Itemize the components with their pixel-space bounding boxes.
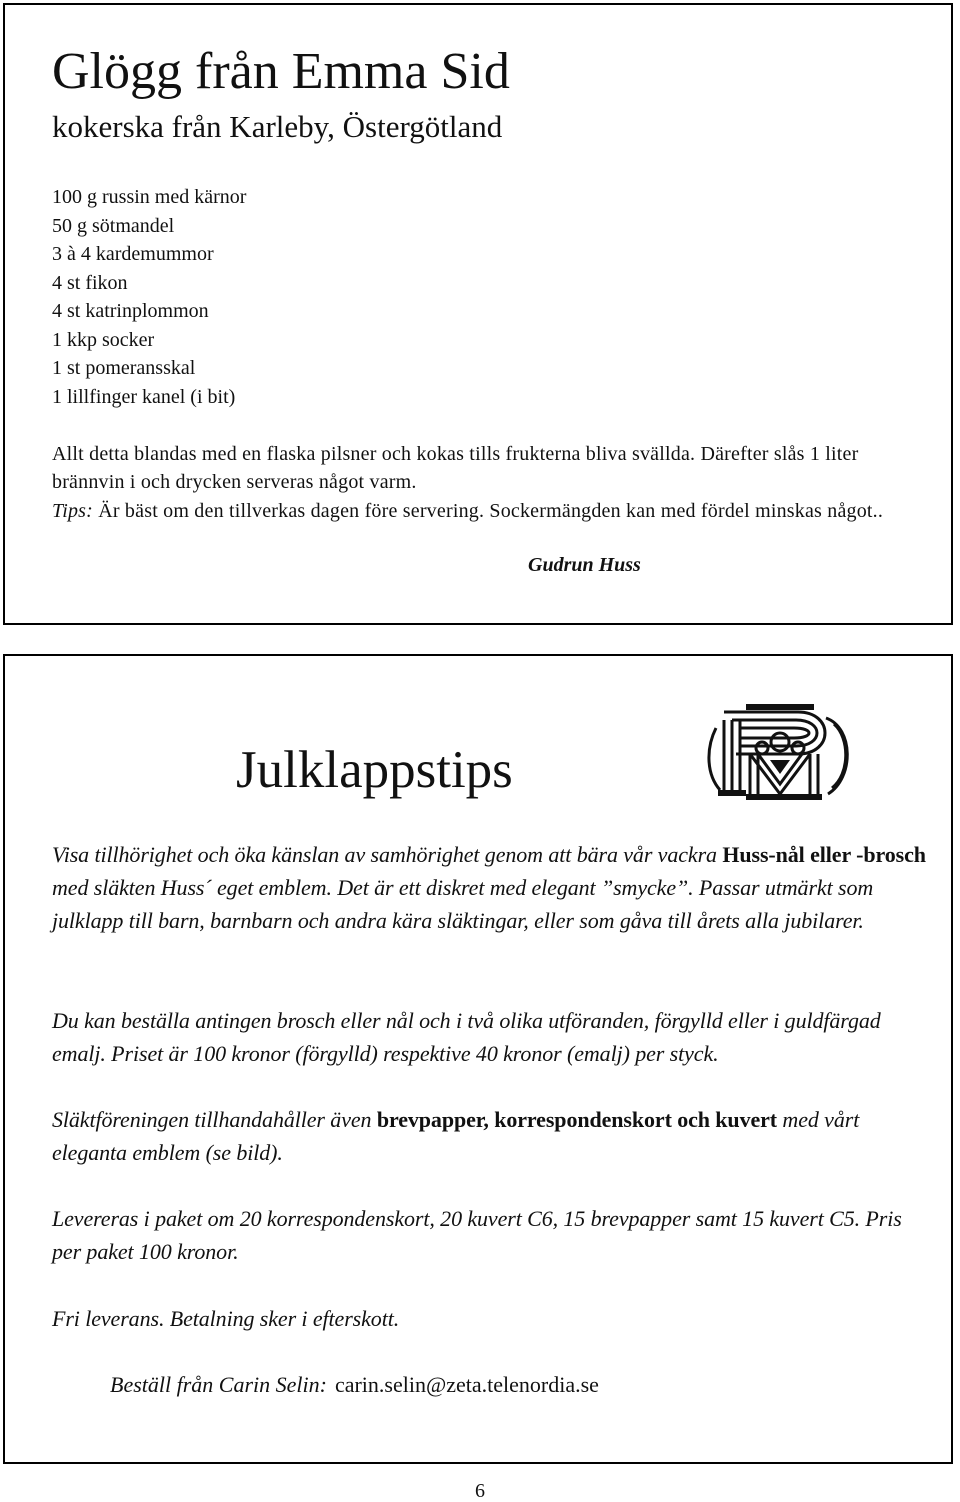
ingredient-list — [52, 183, 246, 411]
gifts-paragraph-stationery — [52, 1103, 932, 1169]
ingredient-item: 100 g russin med kärnor — [52, 186, 247, 208]
huss-monogram-emblem-icon — [706, 698, 854, 806]
ingredient-item: 3 à 4 kardemummor — [52, 243, 214, 265]
tips-label: Tips: — [52, 500, 94, 522]
tips-text: Är bäst om den tillverkas dagen före servering. Sockermängden kan med fördel minskas något.. — [93, 500, 884, 522]
ingredient-item: 1 st pomeransskal — [52, 357, 196, 379]
gifts-paragraph-delivery: Fri leverans. Betalning sker i efterskott. — [52, 1306, 400, 1331]
gifts-p3-text: Släktföreningen tillhandahåller även — [52, 1107, 377, 1132]
recipe-method: Allt detta blandas med en flaska pilsner och kokas tills frukterna bliva svällda. Därefter slås 1 liter brännvin i och drycken serveras något varm. — [52, 443, 859, 493]
order-label: Beställ från Carin Selin: — [110, 1372, 327, 1397]
ingredient-item: 1 kkp socker — [52, 328, 155, 351]
ingredient-item: 1 lillfinger kanel (i bit) — [52, 385, 236, 408]
ingredient-item: 4 st fikon — [52, 271, 128, 294]
gifts-title: Julklappstips — [236, 741, 513, 799]
gifts-paragraph-package: Levereras i paket om 20 korrespondenskort, 20 kuvert C6, 15 brevpapper samt 15 kuvert C5. Pris per paket 100 kronor. — [52, 1206, 902, 1264]
order-contact — [110, 1368, 599, 1401]
recipe-signature: Gudrun Huss — [528, 554, 641, 576]
recipe-subtitle: kokerska från Karleby, Östergötland — [52, 109, 503, 144]
gifts-paragraph-order-options: Du kan beställa antingen brosch eller nål och i två olika utföranden, förgylld eller i guldfärgad emalj. Priset är 100 kronor (förgylld) respektive 40 kronor (emalj) per styck. — [52, 1008, 881, 1066]
gifts-p1-bold: Huss-nål eller -brosch — [722, 842, 926, 867]
recipe-tips — [52, 498, 924, 526]
gifts-p3-text-end: med vårt eleganta emblem (se bild). — [52, 1107, 860, 1165]
recipe-title: Glögg från Emma Sid — [52, 43, 510, 100]
gifts-p3-bold: brevpapper, korrespondenskort och kuvert — [376, 1107, 778, 1132]
gifts-p1-text: Visa tillhörighet och öka känslan av samhörighet genom att bära vår vackra — [52, 842, 723, 867]
ingredient-item: 50 g sötmandel — [52, 214, 175, 237]
page-number: 6 — [475, 1480, 485, 1502]
ingredient-item: 4 st katrinplommon — [52, 300, 209, 322]
order-email: carin.selin@zeta.telenordia.se — [334, 1372, 599, 1397]
gifts-paragraph-pin — [52, 838, 932, 937]
gifts-p1-text-end: med släkten Huss´ eget emblem. Det är ett diskret med elegant ”smycke”. Passar utmärkt som julklapp till barn, barnbarn och andra kära släktingar, eller som gåva till årets alla jubilarer. — [52, 875, 874, 933]
